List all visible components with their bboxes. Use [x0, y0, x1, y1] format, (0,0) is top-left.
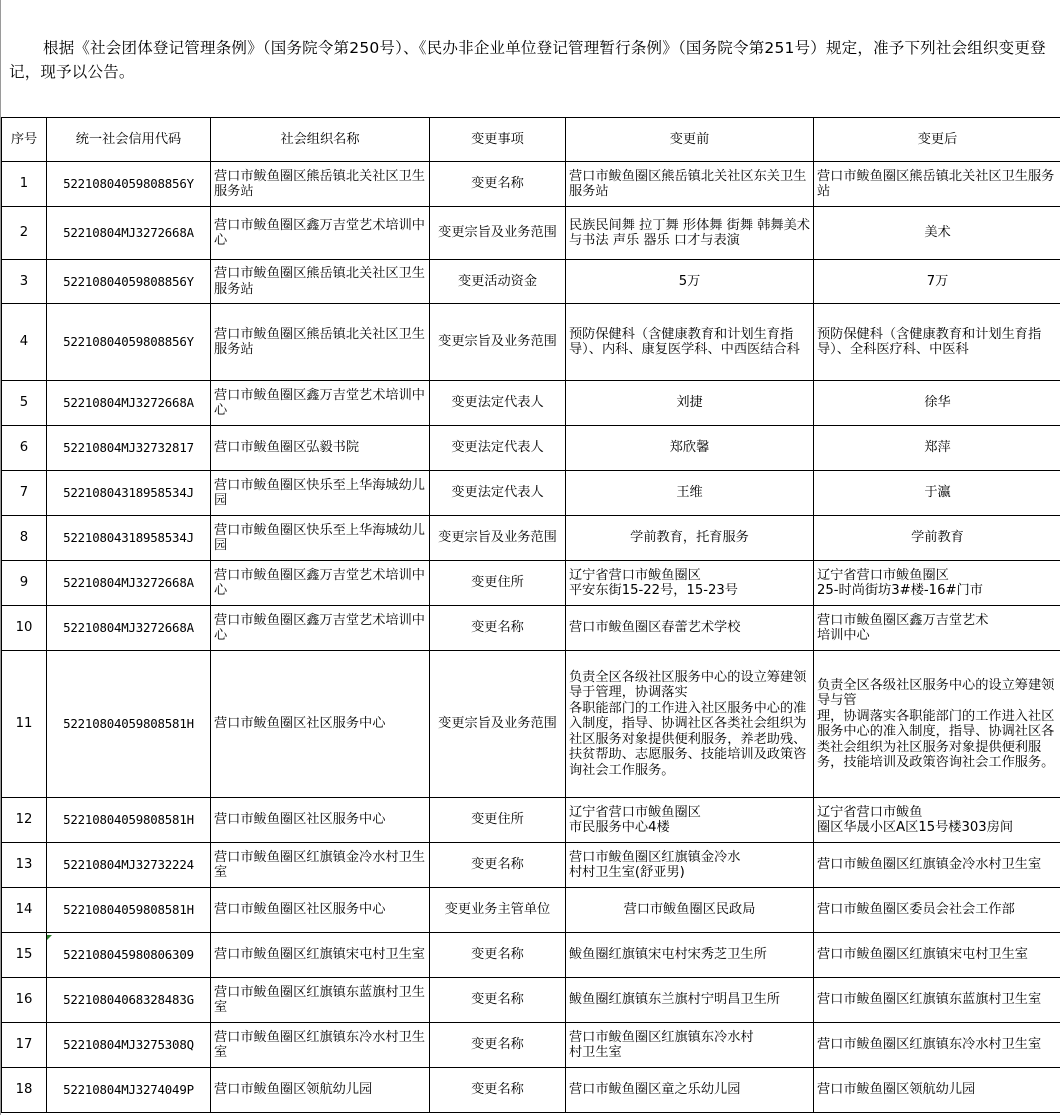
cell-before: 预防保健科（含健康教育和计划生育指导）、内科、康复医学科、中西医结合科	[566, 304, 814, 381]
cell-after: 负责全区各级社区服务中心的设立筹建领导与管 理，协调落实各职能部门的工作进入社区服务中心的准入制度，指导、协调社区各类社会组织为社区服务对象提供便利服务，技能培训及政策咨询社会工作服务。	[814, 651, 1060, 798]
header-cell-after: 变更后	[814, 118, 1060, 162]
table-row	[2, 888, 1060, 933]
table-row	[2, 843, 1060, 888]
cell-before: 鲅鱼圈红旗镇宋屯村宋秀芝卫生所	[566, 933, 814, 978]
change-registration-table	[1, 117, 1060, 1113]
cell-credit-code: 52210804059808581H	[47, 798, 211, 843]
cell-credit-code: 52210804059808856Y	[47, 304, 211, 381]
cell-change-item: 变更活动资金	[430, 260, 566, 304]
cell-org-name: 营口市鲅鱼圈区社区服务中心	[211, 798, 430, 843]
cell-change-item: 变更宗旨及业务范围	[430, 651, 566, 798]
cell-after: 郑萍	[814, 426, 1060, 471]
cell-org-name: 营口市鲅鱼圈区社区服务中心	[211, 651, 430, 798]
cell-credit-code: 52210804MJ3274049P	[47, 1068, 211, 1113]
cell-change-item: 变更宗旨及业务范围	[430, 304, 566, 381]
cell-org-name: 营口市鲅鱼圈区鑫万吉堂艺术培训中心	[211, 381, 430, 426]
cell-org-name: 营口市鲅鱼圈区弘毅书院	[211, 426, 430, 471]
cell-after: 营口市鲅鱼圈区红旗镇宋屯村卫生室	[814, 933, 1060, 978]
cell-org-name: 营口市鲅鱼圈区鑫万吉堂艺术培训中心	[211, 207, 430, 260]
cell-after: 于瀛	[814, 471, 1060, 516]
header-cell-no: 序号	[2, 118, 47, 162]
cell-no: 4	[2, 304, 47, 381]
cell-before: 鲅鱼圈红旗镇东兰旗村宁明昌卫生所	[566, 978, 814, 1023]
cell-after: 营口市鲅鱼圈区红旗镇金冷水村卫生室	[814, 843, 1060, 888]
cell-no: 6	[2, 426, 47, 471]
cell-change-item: 变更宗旨及业务范围	[430, 516, 566, 561]
cell-after: 辽宁省营口市鲅鱼圈区 25-时尚街坊3#楼-16#门市	[814, 561, 1060, 606]
header-row	[2, 118, 1060, 162]
table-row	[2, 1023, 1060, 1068]
cell-credit-code: 52210804318958534J	[47, 516, 211, 561]
cell-no: 10	[2, 606, 47, 651]
cell-after: 7万	[814, 260, 1060, 304]
notice-paragraph	[1, 0, 1060, 117]
cell-org-name: 营口市鲅鱼圈区鑫万吉堂艺术培训中心	[211, 561, 430, 606]
cell-after: 学前教育	[814, 516, 1060, 561]
cell-credit-code: 52210804059808856Y	[47, 260, 211, 304]
table-row	[2, 1068, 1060, 1113]
cell-no: 17	[2, 1023, 47, 1068]
table-row	[2, 304, 1060, 381]
cell-credit-code: 52210804MJ3272668A	[47, 561, 211, 606]
cell-after: 辽宁省营口市鲅鱼 圈区华晟小区A区15号楼303房间	[814, 798, 1060, 843]
header-cell-item: 变更事项	[430, 118, 566, 162]
cell-comment-marker	[47, 935, 52, 940]
table-row	[2, 651, 1060, 798]
cell-change-item: 变更名称	[430, 933, 566, 978]
table-row	[2, 561, 1060, 606]
table-row	[2, 207, 1060, 260]
cell-no: 11	[2, 651, 47, 798]
header-cell-before: 变更前	[566, 118, 814, 162]
cell-before: 学前教育，托育服务	[566, 516, 814, 561]
cell-credit-code: 522108045980806309	[47, 933, 211, 978]
cell-org-name: 营口市鲅鱼圈区快乐至上华海城幼儿园	[211, 471, 430, 516]
cell-no: 14	[2, 888, 47, 933]
cell-no: 2	[2, 207, 47, 260]
cell-no: 1	[2, 162, 47, 207]
cell-credit-code: 52210804318958534J	[47, 471, 211, 516]
cell-after: 营口市鲅鱼圈区委员会社会工作部	[814, 888, 1060, 933]
cell-credit-code: 52210804068328483G	[47, 978, 211, 1023]
cell-change-item: 变更名称	[430, 978, 566, 1023]
header-cell-code: 统一社会信用代码	[47, 118, 211, 162]
cell-change-item: 变更法定代表人	[430, 426, 566, 471]
cell-org-name: 营口市鲅鱼圈区红旗镇宋屯村卫生室	[211, 933, 430, 978]
cell-org-name: 营口市鲅鱼圈区快乐至上华海城幼儿园	[211, 516, 430, 561]
table-row	[2, 260, 1060, 304]
cell-change-item: 变更法定代表人	[430, 471, 566, 516]
cell-before: 刘捷	[566, 381, 814, 426]
cell-change-item: 变更住所	[430, 561, 566, 606]
table-row	[2, 381, 1060, 426]
cell-no: 13	[2, 843, 47, 888]
cell-after: 预防保健科（含健康教育和计划生育指导）、全科医疗科、中医科	[814, 304, 1060, 381]
cell-org-name: 营口市鲅鱼圈区领航幼儿园	[211, 1068, 430, 1113]
cell-before: 辽宁省营口市鲅鱼圈区 平安东街15-22号，15-23号	[566, 561, 814, 606]
cell-after: 美术	[814, 207, 1060, 260]
cell-after: 营口市鲅鱼圈区领航幼儿园	[814, 1068, 1060, 1113]
cell-org-name: 营口市鲅鱼圈区红旗镇金冷水村卫生室	[211, 843, 430, 888]
table-body	[2, 162, 1060, 1113]
cell-change-item: 变更法定代表人	[430, 381, 566, 426]
table-row	[2, 978, 1060, 1023]
cell-before: 郑欣馨	[566, 426, 814, 471]
cell-credit-code: 52210804MJ3272668A	[47, 606, 211, 651]
cell-after: 营口市鲅鱼圈区红旗镇东蓝旗村卫生室	[814, 978, 1060, 1023]
cell-credit-code: 52210804MJ3275308Q	[47, 1023, 211, 1068]
cell-credit-code: 52210804MJ3272668A	[47, 207, 211, 260]
table-row	[2, 798, 1060, 843]
cell-before: 营口市鲅鱼圈区民政局	[566, 888, 814, 933]
header-cell-name: 社会组织名称	[211, 118, 430, 162]
cell-org-name: 营口市鲅鱼圈区熊岳镇北关社区卫生服务站	[211, 304, 430, 381]
cell-after: 营口市鲅鱼圈区红旗镇东冷水村卫生室	[814, 1023, 1060, 1068]
cell-before: 营口市鲅鱼圈区春蕾艺术学校	[566, 606, 814, 651]
cell-credit-code: 52210804059808581H	[47, 888, 211, 933]
table-row	[2, 162, 1060, 207]
cell-no: 7	[2, 471, 47, 516]
table-row	[2, 516, 1060, 561]
cell-org-name: 营口市鲅鱼圈区熊岳镇北关社区卫生服务站	[211, 162, 430, 207]
cell-before: 王维	[566, 471, 814, 516]
cell-credit-code: 52210804MJ32732224	[47, 843, 211, 888]
cell-after: 营口市鲅鱼圈区熊岳镇北关社区卫生服务站	[814, 162, 1060, 207]
cell-no: 9	[2, 561, 47, 606]
cell-before: 营口市鲅鱼圈区红旗镇东冷水村 村卫生室	[566, 1023, 814, 1068]
cell-org-name: 营口市鲅鱼圈区红旗镇东冷水村卫生室	[211, 1023, 430, 1068]
cell-org-name: 营口市鲅鱼圈区熊岳镇北关社区卫生服务站	[211, 260, 430, 304]
cell-before: 5万	[566, 260, 814, 304]
cell-no: 16	[2, 978, 47, 1023]
cell-org-name: 营口市鲅鱼圈区红旗镇东蓝旗村卫生室	[211, 978, 430, 1023]
cell-no: 18	[2, 1068, 47, 1113]
cell-credit-code: 52210804059808581H	[47, 651, 211, 798]
cell-before: 民族民间舞 拉丁舞 形体舞 街舞 韩舞美术与书法 声乐 器乐 口才与表演	[566, 207, 814, 260]
cell-no: 8	[2, 516, 47, 561]
cell-no: 12	[2, 798, 47, 843]
cell-change-item: 变更名称	[430, 606, 566, 651]
cell-after: 营口市鲅鱼圈区鑫万吉堂艺术 培训中心	[814, 606, 1060, 651]
cell-before: 辽宁省营口市鲅鱼圈区 市民服务中心4楼	[566, 798, 814, 843]
table-row	[2, 426, 1060, 471]
cell-org-name: 营口市鲅鱼圈区社区服务中心	[211, 888, 430, 933]
cell-change-item: 变更宗旨及业务范围	[430, 207, 566, 260]
cell-change-item: 变更名称	[430, 162, 566, 207]
cell-change-item: 变更名称	[430, 1068, 566, 1113]
cell-before: 营口市鲅鱼圈区童之乐幼儿园	[566, 1068, 814, 1113]
cell-no: 3	[2, 260, 47, 304]
cell-change-item: 变更业务主管单位	[430, 888, 566, 933]
cell-change-item: 变更名称	[430, 1023, 566, 1068]
cell-after: 徐华	[814, 381, 1060, 426]
table-row	[2, 606, 1060, 651]
cell-org-name: 营口市鲅鱼圈区鑫万吉堂艺术培训中心	[211, 606, 430, 651]
cell-no: 5	[2, 381, 47, 426]
table-row	[2, 471, 1060, 516]
cell-no: 15	[2, 933, 47, 978]
cell-before: 负责全区各级社区服务中心的设立筹建领导于管理，协调落实 各职能部门的工作进入社区服务中心的准入制度，指导、协调社区各类社会组织为社区服务对象提供便利服务，养老助残、扶贫帮助、志愿服务、技能培训及政策咨询社会工作服务。	[566, 651, 814, 798]
cell-change-item: 变更住所	[430, 798, 566, 843]
cell-credit-code: 52210804MJ32732817	[47, 426, 211, 471]
cell-credit-code: 52210804059808856Y	[47, 162, 211, 207]
cell-before: 营口市鲅鱼圈区熊岳镇北关社区东关卫生服务站	[566, 162, 814, 207]
table-row	[2, 933, 1060, 978]
cell-change-item: 变更名称	[430, 843, 566, 888]
notice-text: 根据《社会团体登记管理条例》（国务院令第250号）、《民办非企业单位登记管理暂行条例》（国务院令第251号）规定，准予下列社会组织变更登记，现予以公告。	[9, 39, 1046, 81]
cell-credit-code: 52210804MJ3272668A	[47, 381, 211, 426]
cell-before: 营口市鲅鱼圈区红旗镇金冷水 村村卫生室(舒亚男)	[566, 843, 814, 888]
